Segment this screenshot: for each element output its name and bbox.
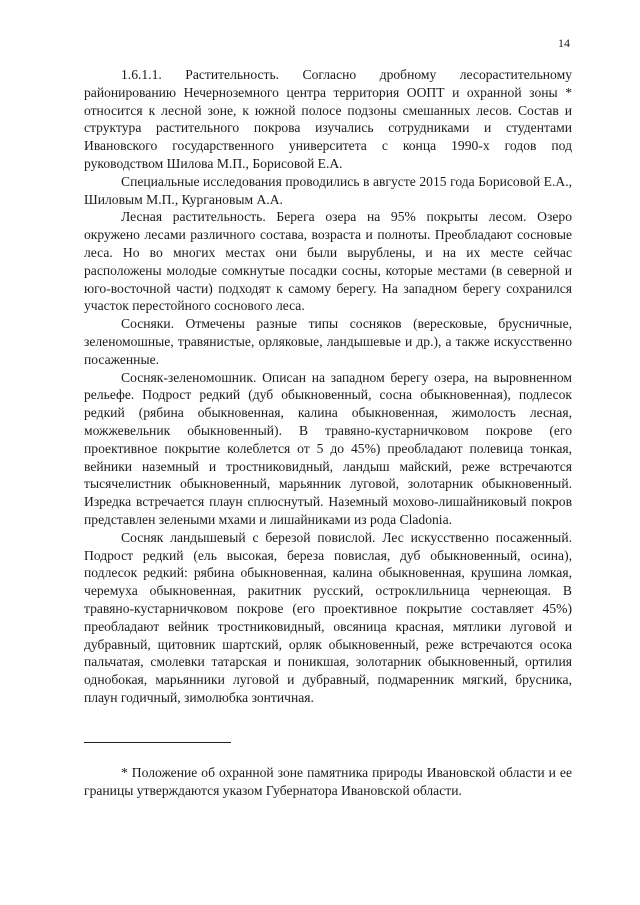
paragraph-vegetation-intro: 1.6.1.1. Растительность. Согласно дробному лесорастительному районированию Нечерноземного центра территория ООПТ и охранной зоны * относится к лесной зоне, к южной полосе подзоны смешанных лесов. Состав и структура растительного покрова изучались сотрудниками и студентами Ивановского государственного университета с конца 1990-х годов под руководством Шилова М.П., Борисовой Е.А.: [84, 67, 572, 171]
paragraph-forest-vegetation: Лесная растительность. Берега озера на 95% покрыты лесом. Озеро окружено лесами различного состава, возраста и полноты. Преобладают сосновые леса. Но во многих местах они были вырублены, и на их месте сейчас расположены молодые сомкнутые посадки сосны, которые местами (в северной и юго-восточной части) подходят к самому берегу. На западном берегу сохранился участок перестойного соснового леса.: [84, 209, 572, 314]
paragraph-pine-forests: Сосняки. Отмечены разные типы сосняков (вересковые, брусничные, зеленомошные, травянистые, орляковые, ландышевые и др.), а также искусственно посаженные.: [84, 316, 572, 367]
main-text: [84, 66, 572, 707]
footnote-text: * Положение об охранной зоне памятника природы Ивановской области и ее границы утверждаются указом Губернатора Ивановской области.: [84, 765, 572, 798]
paragraph-green-moss-pine: Сосняк-зеленомошник. Описан на западном берегу озера, на выровненном рельефе. Подрост редкий (дуб обыкновенный, сосна обыкновенная), подлесок редкий (рябина обыкновенная, калина обыкновенная, жимолость лесная, можжевельник обыкновенный). В травяно-кустарничковом покрове (его проективное покрытие колеблется от 5 до 45%) преобладают полевица тонкая, вейники наземный и тростниковидный, ландыш майский, реже встречаются тысячелистник обыкновенный, марьянник луговой, золотарник обыкновенный. Изредка встречается плаун сплюснутый. Наземный мохово-лишайниковый покров представлен зелеными мхами и лишайниками из рода Cladonia.: [84, 369, 572, 527]
footnote: [84, 764, 572, 800]
paragraph-lily-pine-birch: Сосняк ландышевый с березой повислой. Лес искусственно посаженный. Подрост редкий (ель высокая, береза повислая, дуб обыкновенный, осина), подлесок редкий: рябина обыкновенная, калина обыкновенная, крушина ломкая, черемуха обыкновенная, ракитник русский, остроклильница чернеющая. В травяно-кустарничковом покрове (его проективное покрытие составляет 45%) преобладают вейник тростниковидный, овсяница красная, мятлики луговой и дубравный, щитовник шартский, орляк обыкновенный, реже встречаются осока пальчатая, смолевки татарская и поникшая, золотарник обыкновенный, ортилия однобокая, марьянники луговой и дубравный, подмаренник мягкий, брусника, плаун годичный, зимолюбка зонтичная.: [84, 529, 572, 705]
paragraph-special-research: Специальные исследования проводились в августе 2015 года Борисовой Е.А., Шиловым М.П., Кургановым А.А.: [84, 173, 572, 207]
footnote-divider: [84, 742, 231, 743]
page-number: 14: [558, 36, 570, 50]
